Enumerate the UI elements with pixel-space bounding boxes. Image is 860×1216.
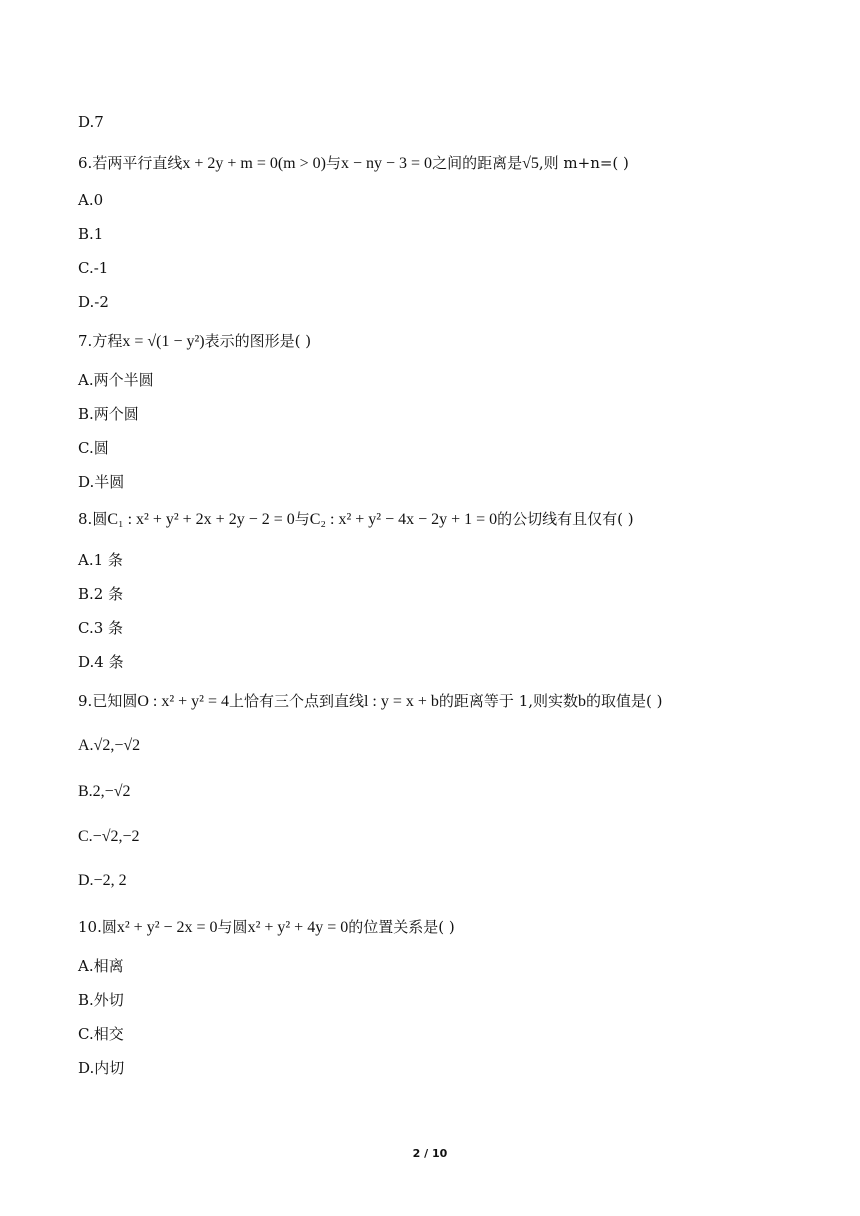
q10-option-c: C.相交	[78, 1025, 124, 1043]
question-text: 上恰有三个点到直线	[228, 692, 364, 710]
math-expression: x² + y² + 4y = 0	[247, 919, 349, 936]
question-text: 与	[325, 154, 341, 172]
q7-option-c: C.圆	[78, 439, 109, 457]
math-expression: x + 2y + m = 0(m > 0)	[182, 155, 326, 172]
q9-option-b	[78, 781, 130, 802]
q8-option-a: A.1 条	[78, 551, 123, 569]
question-number: 10.	[78, 918, 102, 936]
q10-option-d: D.内切	[78, 1059, 125, 1077]
math-expression: l : y = x + b	[363, 693, 439, 710]
option-text: D.−2, 2	[78, 872, 127, 889]
question-6	[78, 153, 629, 174]
math-expression: b	[578, 693, 587, 710]
q6-option-c: C.-1	[78, 259, 109, 277]
math-expression: O : x² + y² = 4	[137, 693, 229, 710]
math-expression: √5	[522, 155, 539, 172]
question-text: 若两平行直线	[92, 154, 183, 172]
q8-option-d: D.4 条	[78, 653, 124, 671]
q6-option-a: A.0	[78, 191, 104, 209]
question-number: 7.	[78, 332, 93, 350]
question-text: 方程	[92, 332, 123, 350]
q8-option-b: B.2 条	[78, 585, 124, 603]
q7-option-a: A.两个半圆	[78, 371, 154, 389]
question-text: 的取值是( )	[586, 692, 663, 710]
question-text: 表示的图形是( )	[204, 332, 312, 350]
math-expression: x² + y² − 2x = 0	[116, 919, 218, 936]
question-text: 与圆	[217, 918, 248, 936]
question-text: 之间的距离是	[432, 154, 523, 172]
option-text: B.2,−√2	[78, 783, 131, 800]
question-text: 的位置关系是( )	[348, 918, 455, 936]
q10-option-a: A.相离	[78, 957, 124, 975]
question-text: ,则 m+n=( )	[538, 154, 629, 172]
q7-option-d: D.半圆	[78, 473, 125, 491]
q9-option-d	[78, 870, 127, 891]
option-text: C.−√2,−2	[78, 828, 140, 845]
math-expression: C₁ : x² + y² + 2x + 2y − 2 = 0	[107, 511, 295, 528]
q6-option-b: B.1	[78, 225, 104, 243]
question-text: 已知圆	[92, 692, 138, 710]
question-text: 圆	[101, 918, 117, 936]
question-text: 的距离等于 1,则实数	[438, 692, 579, 710]
q6-option-d: D.-2	[78, 293, 109, 311]
question-number: 6.	[78, 154, 93, 172]
q9-option-a	[78, 735, 140, 756]
question-number: 9.	[78, 692, 93, 710]
math-expression: x − ny − 3 = 0	[340, 155, 433, 172]
q5-option-d: D.7	[78, 113, 104, 131]
question-9	[78, 691, 663, 712]
q10-option-b: B.外切	[78, 991, 124, 1009]
q9-option-c	[78, 826, 140, 847]
question-text: 圆	[92, 510, 108, 528]
q8-option-c: C.3 条	[78, 619, 124, 637]
question-7	[78, 331, 311, 352]
option-text: A.√2,−√2	[78, 737, 141, 754]
question-text: 的公切线有且仅有( )	[497, 510, 634, 528]
math-expression: C₂ : x² + y² − 4x − 2y + 1 = 0	[309, 511, 498, 528]
question-8	[78, 509, 634, 530]
page-number: 2 / 10	[412, 1147, 448, 1160]
question-number: 8.	[78, 510, 93, 528]
question-text: 与	[294, 510, 310, 528]
math-expression: x = √(1 − y²)	[122, 333, 205, 350]
question-10	[78, 917, 455, 938]
q7-option-b: B.两个圆	[78, 405, 139, 423]
